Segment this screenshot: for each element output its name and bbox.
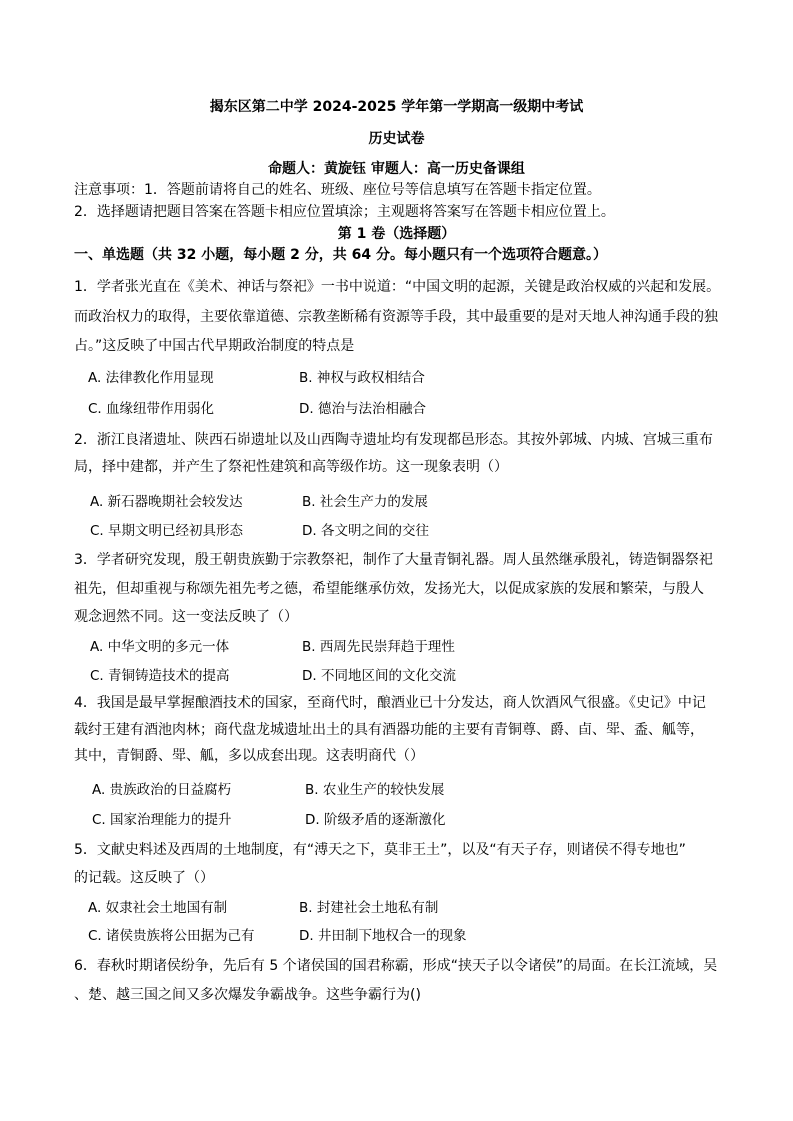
question-1-line-1: 1．学者张光直在《美术、神话与祭祀》一书中说道：“中国文明的起源，关键是政治权威的兴起和发展。 — [74, 279, 721, 295]
volume-heading: 第 1 卷（选择题） — [337, 226, 456, 242]
question-4-option-d: D. 阶级矛盾的逐渐激化 — [305, 812, 446, 828]
section-heading: 一、单选题（共 32 小题，每小题 2 分，共 64 分。每小题只有一个选项符合题意。） — [74, 247, 607, 263]
question-1-option-b: B. 神权与政权相结合 — [299, 370, 425, 386]
question-3-option-d: D. 不同地区间的文化交流 — [302, 668, 456, 684]
notes-line-2: 2．选择题请把题目答案在答题卡相应位置填涂；主观题将答案写在答题卡相应位置上。 — [74, 204, 615, 220]
exam-title: 揭东区第二中学 2024-2025 学年第一学期高一级期中考试 — [209, 99, 584, 115]
question-3-line-1: 3．学者研究发现，殷王朝贵族勤于宗教祭祀，制作了大量青铜礼器。周人虽然继承殷礼，铸造铜器祭祀 — [74, 552, 713, 568]
question-5-option-d: D. 井田制下地权合一的现象 — [299, 928, 467, 944]
question-1-line-3: 占。”这反映了中国古代早期政治制度的特点是 — [74, 338, 355, 354]
question-5-option-b: B. 封建社会土地私有制 — [299, 900, 439, 916]
question-5-line-1: 5．文献史料述及西周的土地制度，有“溥天之下，莫非王土”，以及“有天子存，则诸侯不得专地也” — [74, 842, 686, 858]
question-4-line-2: 载纣王建有酒池肉林；商代盘龙城遗址出土的具有酒器功能的主要有青铜尊、爵、卣、斝、盉、觚等， — [74, 722, 704, 738]
question-3-option-b: B. 西周先民崇拜趋于理性 — [302, 639, 455, 655]
question-3-line-2: 祖先，但却重视与称颂先祖先考之德，希望能继承仿效，发扬光大，以促成家族的发展和繁荣，与殷人 — [74, 581, 704, 597]
question-5-option-c: C. 诸侯贵族将公田据为己有 — [88, 928, 255, 944]
question-4-option-b: B. 农业生产的较快发展 — [305, 782, 445, 798]
question-1-option-d: D. 德治与法治相融合 — [299, 401, 426, 417]
question-2-option-d: D. 各文明之间的交往 — [302, 523, 429, 539]
question-5-option-a: A. 奴隶社会土地国有制 — [88, 900, 228, 916]
question-3-line-3: 观念迥然不同。这一变法反映了（） — [74, 609, 298, 625]
question-1-line-2: 而政治权力的取得，主要依靠道德、宗教垄断稀有资源等手段，其中最重要的是对天地人神沟通手段的独 — [74, 309, 718, 325]
notes-line-1: 注意事项：1．答题前请将自己的姓名、班级、座位号等信息填写在答题卡指定位置。 — [74, 182, 601, 198]
subject-title: 历史试卷 — [368, 131, 425, 147]
question-3-option-c: C. 青铜铸造技术的提高 — [90, 668, 230, 684]
question-5-line-2: 的记载。这反映了（） — [74, 870, 214, 886]
question-4-line-3: 其中，青铜爵、斝、觚，多以成套出现。这表明商代（） — [74, 748, 424, 764]
question-2-option-b: B. 社会生产力的发展 — [302, 494, 428, 510]
question-2-line-1: 2．浙江良渚遗址、陕西石峁遗址以及山西陶寺遗址均有发现都邑形态。其按外郭城、内城、宫城三重布 — [74, 432, 713, 448]
question-6-line-1: 6．春秋时期诸侯纷争，先后有 5 个诸侯国的国君称霸，形成“挟天子以令诸侯”的局面。在长江流域，吴 — [74, 958, 718, 974]
question-2-option-a: A. 新石器晚期社会较发达 — [90, 494, 243, 510]
question-1-option-c: C. 血缘纽带作用弱化 — [88, 401, 215, 417]
question-6-line-2: 、楚、越三国之间又多次爆发争霸战争。这些争霸行为() — [74, 987, 421, 1003]
question-4-option-c: C. 国家治理能力的提升 — [92, 812, 232, 828]
question-4-line-1: 4．我国是最早掌握酿酒技术的国家，至商代时，酿酒业已十分发达，商人饮酒风气很盛。《史记》中记 — [74, 695, 706, 711]
question-2-line-2: 局，择中建都，并产生了祭祀性建筑和高等级作坊。这一现象表明（） — [74, 459, 508, 475]
authors-line: 命题人：黄旋钰 审题人：高一历史备课组 — [268, 161, 525, 177]
question-3-option-a: A. 中华文明的多元一体 — [90, 639, 230, 655]
question-1-option-a: A. 法律教化作用显现 — [88, 370, 214, 386]
question-4-option-a: A. 贵族政治的日益腐朽 — [92, 782, 232, 798]
question-2-option-c: C. 早期文明已经初具形态 — [90, 523, 244, 539]
